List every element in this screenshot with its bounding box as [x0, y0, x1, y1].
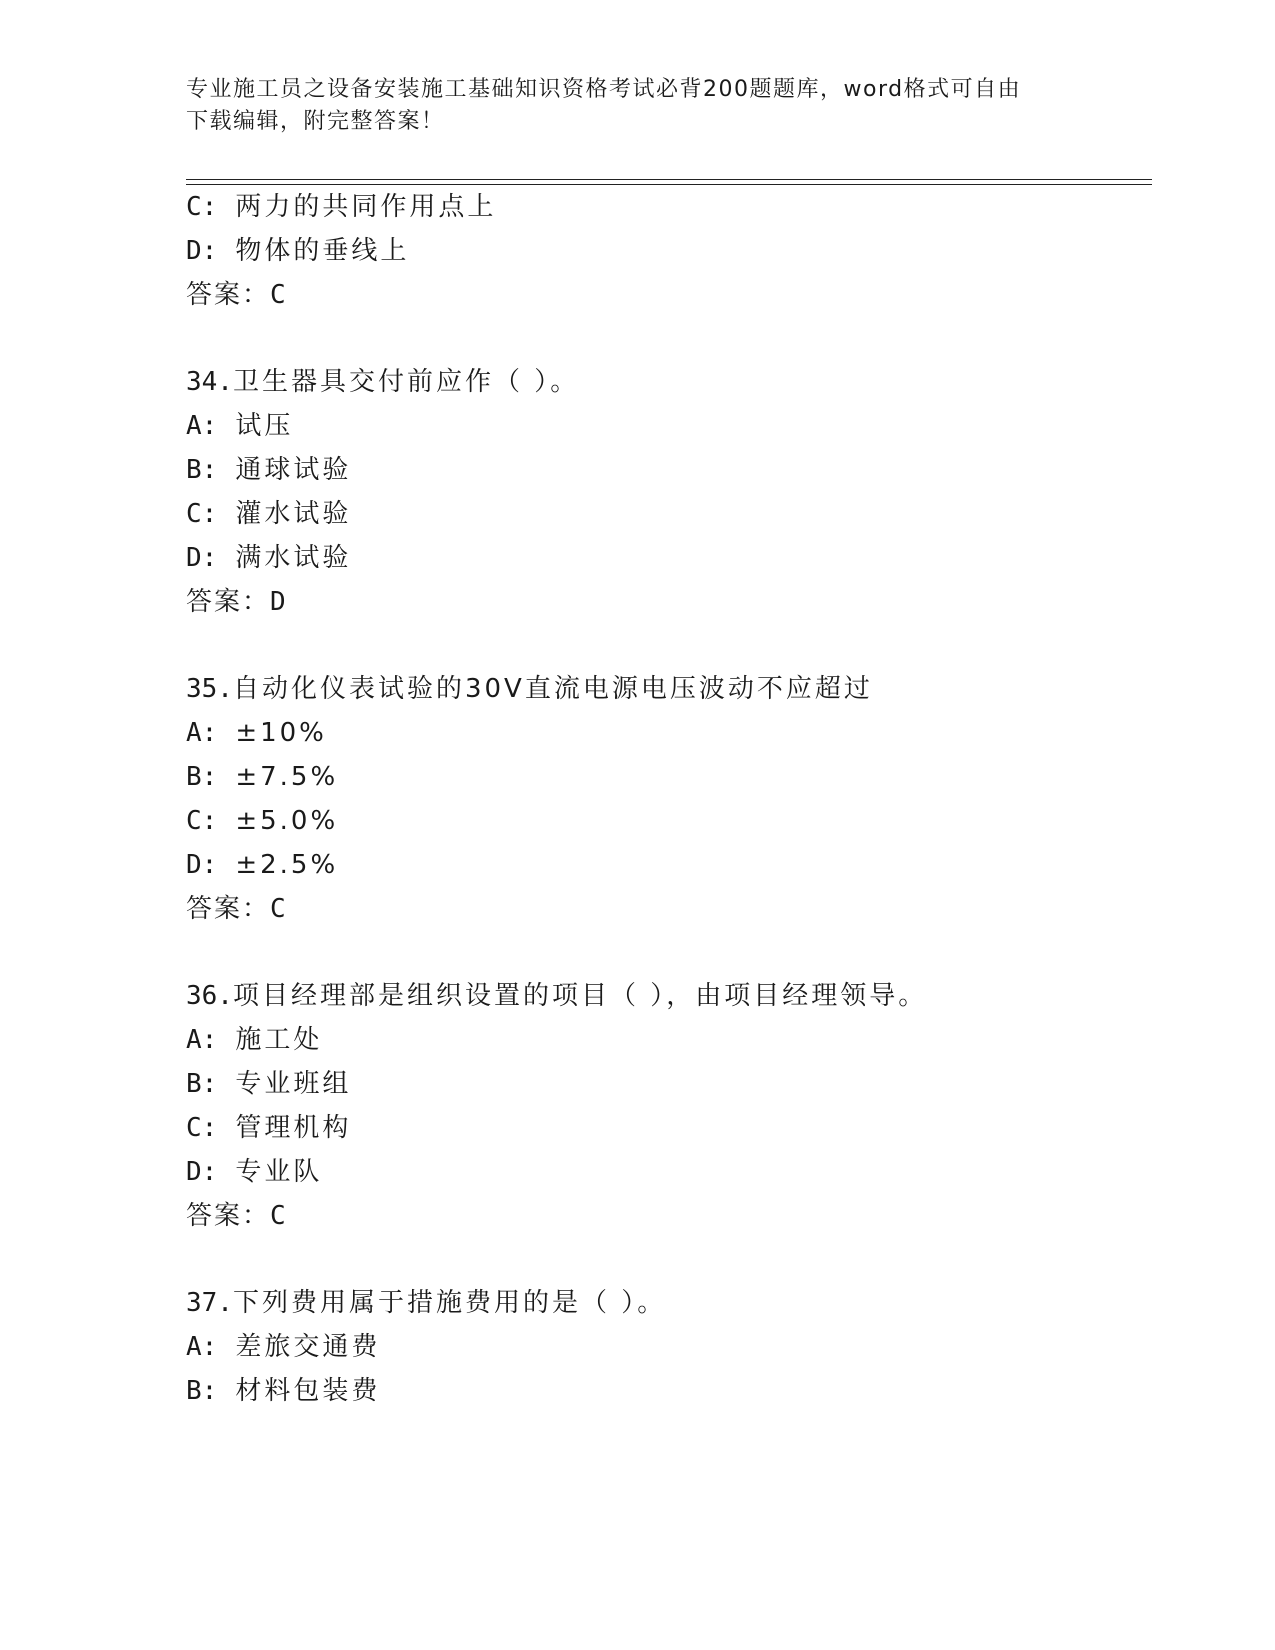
- q36-stem: [186, 979, 927, 1013]
- header-divider-top: [186, 179, 1152, 180]
- q33-option-c: [186, 190, 496, 224]
- q35-option-c: [186, 804, 338, 838]
- answer-value: D: [270, 587, 288, 617]
- answer-value: C: [270, 894, 288, 924]
- option-text: ±2.5%: [235, 850, 339, 880]
- option-label: D:: [186, 1157, 218, 1187]
- q35-stem: [186, 672, 873, 706]
- answer-prefix: 答案：: [186, 894, 271, 924]
- q34-option-c: [186, 497, 351, 531]
- question-number: 34.: [186, 367, 233, 397]
- q33-answer: [186, 278, 288, 312]
- option-label: D:: [186, 850, 218, 880]
- question-text: 卫生器具交付前应作（ ）。: [232, 367, 580, 397]
- answer-prefix: 答案：: [186, 587, 271, 617]
- option-label: C:: [186, 499, 218, 529]
- option-text: 满水试验: [235, 543, 352, 573]
- option-label: A:: [186, 1332, 218, 1362]
- q34-option-b: [186, 453, 351, 487]
- q36-option-a: [186, 1023, 322, 1057]
- option-text: 施工处: [235, 1025, 323, 1055]
- q37-option-a: [186, 1330, 380, 1364]
- option-text: 专业班组: [235, 1069, 352, 1099]
- q37-stem: [186, 1286, 666, 1320]
- question-number: 37.: [186, 1288, 233, 1318]
- q35-option-a: [186, 716, 327, 750]
- option-label: D:: [186, 236, 218, 266]
- answer-prefix: 答案：: [186, 280, 271, 310]
- option-label: C:: [186, 806, 218, 836]
- option-label: C:: [186, 192, 218, 222]
- option-text: 管理机构: [235, 1113, 352, 1143]
- question-text: 下列费用属于措施费用的是（ ）。: [232, 1288, 667, 1318]
- q36-option-d: [186, 1155, 322, 1189]
- option-label: A:: [186, 718, 218, 748]
- option-label: D:: [186, 543, 218, 573]
- option-text: 专业队: [235, 1157, 323, 1187]
- option-label: A:: [186, 1025, 218, 1055]
- q36-option-c: [186, 1111, 351, 1145]
- option-text: 灌水试验: [235, 499, 352, 529]
- document-header: [186, 74, 1066, 138]
- answer-value: C: [270, 280, 288, 310]
- option-label: B:: [186, 762, 218, 792]
- option-label: B:: [186, 1376, 218, 1406]
- answer-prefix: 答案：: [186, 1201, 271, 1231]
- option-text: ±10%: [235, 718, 327, 748]
- option-text: 材料包装费: [235, 1376, 381, 1406]
- q33-option-d: [186, 234, 409, 268]
- q35-option-b: [186, 760, 338, 794]
- question-text: 项目经理部是组织设置的项目（ ），由项目经理领导。: [232, 981, 928, 1011]
- q35-option-d: [186, 848, 338, 882]
- header-line-2: 下载编辑，附完整答案！: [186, 109, 445, 134]
- option-text: ±5.0%: [235, 806, 339, 836]
- option-text: 通球试验: [235, 455, 352, 485]
- option-text: 物体的垂线上: [235, 236, 410, 266]
- option-label: C:: [186, 1113, 218, 1143]
- q36-answer: [186, 1199, 288, 1233]
- option-label: B:: [186, 455, 218, 485]
- option-text: 试压: [235, 411, 294, 441]
- answer-value: C: [270, 1201, 288, 1231]
- q36-option-b: [186, 1067, 351, 1101]
- question-number: 36.: [186, 981, 233, 1011]
- q34-option-a: [186, 409, 293, 443]
- option-label: B:: [186, 1069, 218, 1099]
- option-text: 差旅交通费: [235, 1332, 381, 1362]
- option-label: A:: [186, 411, 218, 441]
- q35-answer: [186, 892, 288, 926]
- q37-option-b: [186, 1374, 380, 1408]
- question-text: 自动化仪表试验的30V直流电源电压波动不应超过: [232, 674, 873, 704]
- q34-option-d: [186, 541, 351, 575]
- q34-answer: [186, 585, 288, 619]
- option-text: 两力的共同作用点上: [235, 192, 497, 222]
- q34-stem: [186, 365, 579, 399]
- question-number: 35.: [186, 674, 233, 704]
- header-line-1: 专业施工员之设备安装施工基础知识资格考试必背200题题库，word格式可自由: [186, 77, 1022, 102]
- option-text: ±7.5%: [235, 762, 339, 792]
- header-divider-bottom: [186, 184, 1152, 185]
